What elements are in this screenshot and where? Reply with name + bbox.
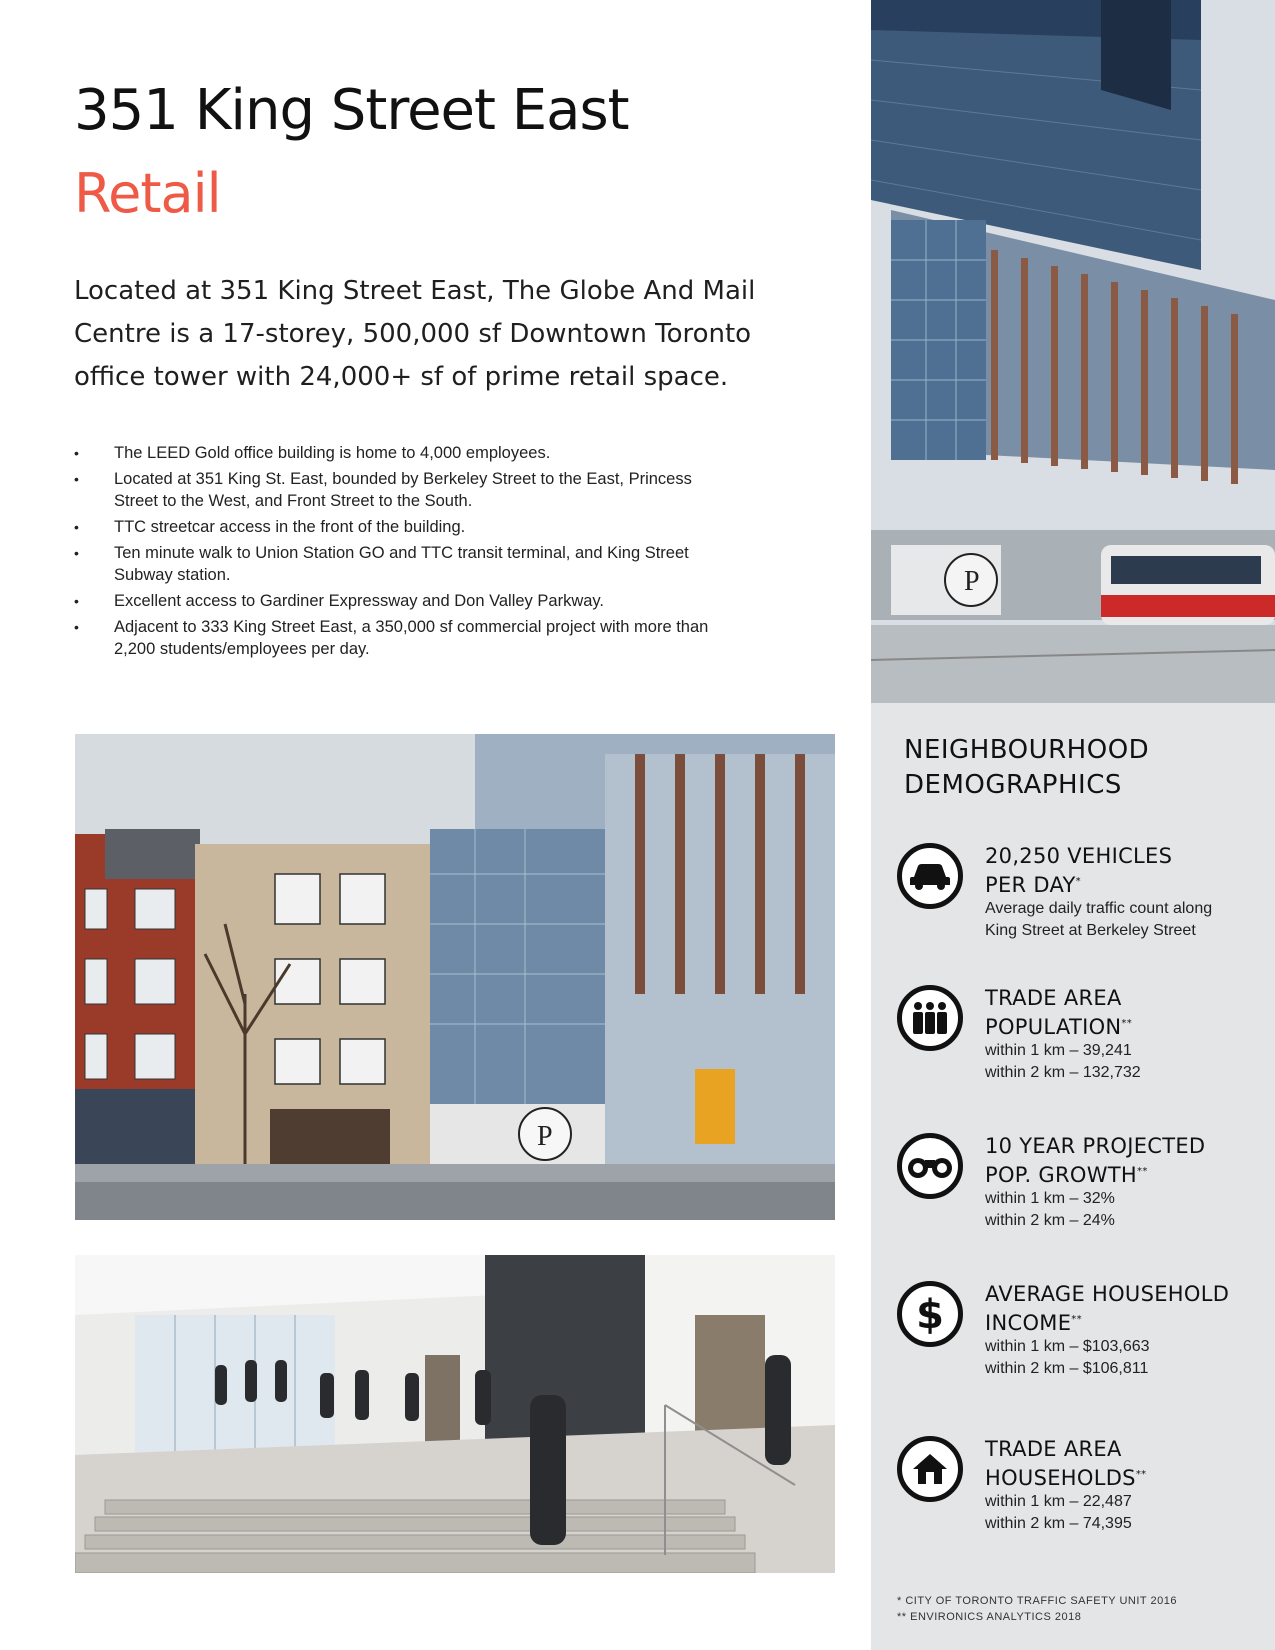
stat-detail: within 1 km – 32% xyxy=(985,1190,1115,1207)
heading-line: TRADE AREA xyxy=(985,1437,1122,1461)
people-icon xyxy=(897,985,963,1051)
heading-line: AVERAGE HOUSEHOLD xyxy=(985,1282,1230,1306)
footnote-mark: ** xyxy=(1071,1314,1082,1325)
feature-list xyxy=(74,442,734,664)
list-item: • The LEED Gold office building is home to 4,000 employees. xyxy=(74,442,734,464)
stat-income xyxy=(897,1281,1267,1381)
car-icon xyxy=(897,843,963,909)
footnote-mark: ** xyxy=(1135,1469,1147,1480)
stat-detail: within 1 km – $103,663 xyxy=(985,1338,1150,1355)
stat-detail: within 2 km – 132,732 xyxy=(985,1064,1141,1081)
stat-population xyxy=(897,985,1267,1085)
title-line: NEIGHBOURHOOD xyxy=(904,735,1150,765)
list-item: • Excellent access to Gardiner Expressway and Don Valley Parkway. xyxy=(74,590,734,612)
intro-paragraph: Located at 351 King Street East, The Globe And Mail Centre is a 17-storey, 500,000 sf Downtown Toronto office tower with 24,000+ sf of prime retail space. xyxy=(74,276,756,392)
stat-growth xyxy=(897,1133,1267,1233)
heading-line: POPULATION xyxy=(985,1015,1122,1039)
stat-heading xyxy=(985,1133,1205,1188)
page-title: 351 King Street East xyxy=(74,78,629,143)
house-icon xyxy=(897,1436,963,1502)
lobby-photo xyxy=(75,1255,835,1573)
footnote-mark: * xyxy=(1075,876,1081,887)
list-item: • Located at 351 King St. East, bounded by Berkeley Street to the East, Princess Street to the West, and Front Street to the South. xyxy=(74,468,734,512)
street-view-photo xyxy=(75,734,835,1220)
stat-vehicles xyxy=(897,843,1267,943)
stat-households xyxy=(897,1436,1267,1536)
svg-text:P: P xyxy=(964,566,980,597)
stat-detail: within 2 km – 74,395 xyxy=(985,1515,1132,1532)
list-item: • Ten minute walk to Union Station GO and TTC transit terminal, and King Street Subway station. xyxy=(74,542,734,586)
dollar-icon xyxy=(897,1281,963,1347)
heading-line: TRADE AREA xyxy=(985,986,1122,1010)
heading-line: INCOME xyxy=(985,1311,1072,1335)
binoculars-icon xyxy=(897,1133,963,1199)
stat-heading xyxy=(985,985,1132,1040)
footnotes xyxy=(897,1593,1177,1625)
stat-detail: within 1 km – 22,487 xyxy=(985,1493,1132,1510)
stat-detail: within 1 km – 39,241 xyxy=(985,1042,1132,1059)
demographics-panel xyxy=(871,703,1275,1650)
stat-detail: within 2 km – $106,811 xyxy=(985,1360,1149,1377)
footnote: * CITY OF TORONTO TRAFFIC SAFETY UNIT 2016 xyxy=(897,1595,1177,1607)
footnote: ** ENVIRONICS ANALYTICS 2018 xyxy=(897,1611,1082,1623)
stat-heading xyxy=(985,843,1172,898)
stat-detail: within 2 km – 24% xyxy=(985,1212,1115,1229)
page-subtitle: Retail xyxy=(74,162,221,225)
list-item: • Adjacent to 333 King Street East, a 350,000 sf commercial project with more than 2,200 students/employees per day. xyxy=(74,616,734,660)
svg-text:$: $ xyxy=(916,1292,944,1336)
demographics-title xyxy=(904,733,1149,803)
footnote-mark: ** xyxy=(1121,1018,1133,1029)
title-line: DEMOGRAPHICS xyxy=(904,770,1122,800)
heading-line: POP. GROWTH xyxy=(985,1163,1138,1187)
building-hero-photo xyxy=(871,0,1275,703)
stat-detail: King Street at Berkeley Street xyxy=(985,922,1196,939)
heading-line: HOUSEHOLDS xyxy=(985,1466,1136,1490)
heading-line: 20,250 VEHICLES xyxy=(985,844,1173,868)
list-item: • TTC streetcar access in the front of the building. xyxy=(74,516,734,538)
svg-text:P: P xyxy=(537,1121,553,1152)
stat-detail: Average daily traffic count along xyxy=(985,900,1213,917)
heading-line: PER DAY xyxy=(985,873,1076,897)
footnote-mark: ** xyxy=(1137,1166,1148,1177)
stat-heading xyxy=(985,1436,1146,1491)
heading-line: 10 YEAR PROJECTED xyxy=(985,1134,1206,1158)
stat-heading xyxy=(985,1281,1229,1336)
